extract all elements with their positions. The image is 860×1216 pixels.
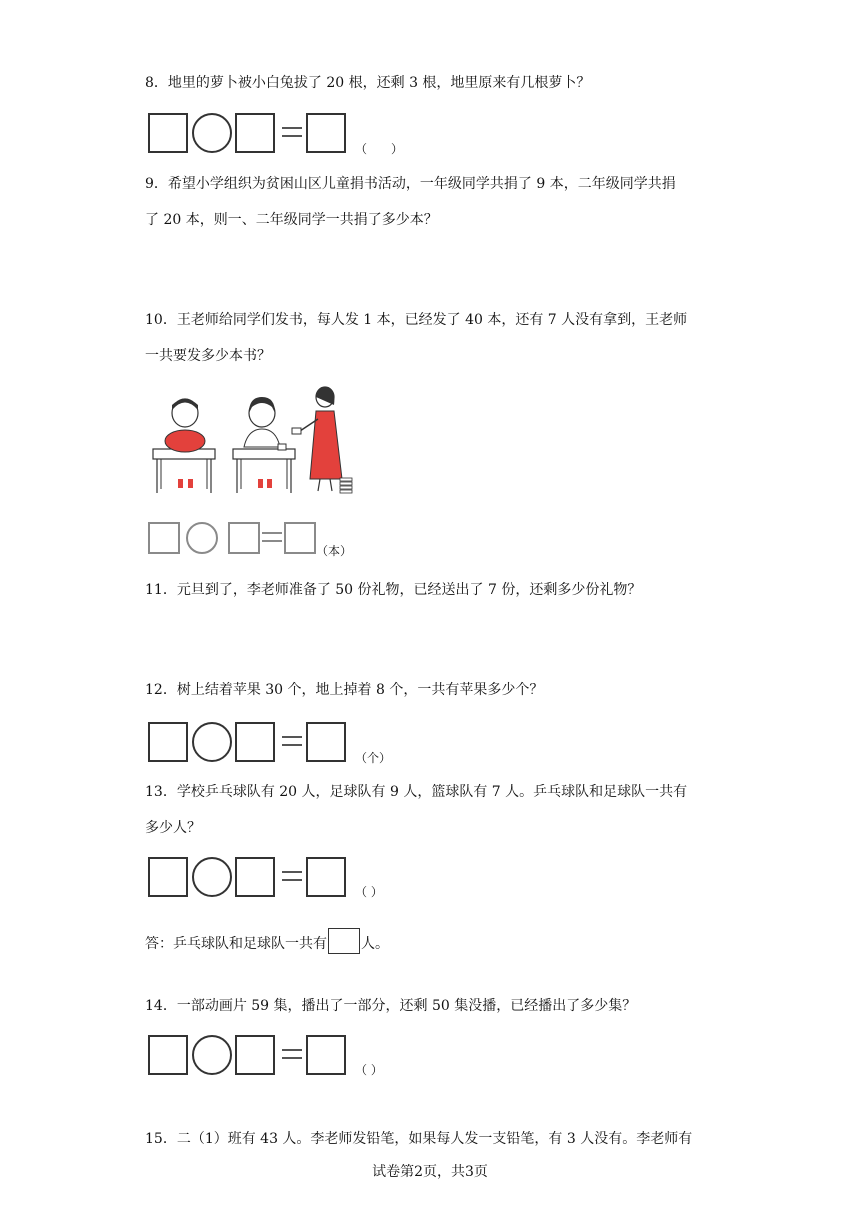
question-12: 12．树上结着苹果 30 个，地上掉着 8 个，一共有苹果多少个？ (145, 682, 544, 698)
unit-label: （本） (316, 544, 353, 558)
unit-label: （ ） (355, 142, 404, 156)
answer-box[interactable] (148, 857, 188, 897)
question-13-line1: 13．学校乒乓球队有 20 人，足球队有 9 人，篮球队有 7 人。乒乓球队和足球队一共有 (145, 784, 688, 800)
question-10-line2: 一共要发多少本书？ (145, 348, 271, 364)
answer-box[interactable] (306, 722, 346, 762)
answer-box[interactable] (148, 722, 188, 762)
answer-box[interactable] (228, 522, 260, 554)
answer-box[interactable] (306, 857, 346, 897)
answer-box[interactable] (148, 1035, 188, 1075)
equals-sign (262, 532, 278, 542)
answer-box[interactable] (235, 113, 275, 153)
answer-box[interactable] (235, 722, 275, 762)
answer-box[interactable] (306, 113, 346, 153)
answer-box[interactable] (235, 857, 275, 897)
question-10-line1: 10．王老师给同学们发书，每人发 1 本，已经发了 40 本，还有 7 人没有拿到，王老师 (145, 312, 688, 328)
equals-sign (282, 736, 302, 746)
question-11: 11．元旦到了，李老师准备了 50 份礼物，已经送出了 7 份，还剩多少份礼物？ (145, 582, 642, 598)
answer-box[interactable] (148, 113, 188, 153)
answer-box[interactable] (284, 522, 316, 554)
question-8: 8．地里的萝卜被小白兔拔了 20 根，还剩 3 根，地里原来有几根萝卜？ (145, 75, 591, 91)
question-13-line2: 多少人？ (145, 820, 201, 836)
answer-box[interactable] (235, 1035, 275, 1075)
equals-sign (282, 1049, 302, 1059)
equals-sign (282, 871, 302, 881)
operator-circle[interactable] (192, 113, 232, 153)
answer-prefix: 答：乒乓球队和足球队一共有 (145, 936, 327, 952)
page-footer: 试卷第2页，共3页 (372, 1164, 488, 1180)
question-14: 14．一部动画片 59 集，播出了一部分，还剩 50 集没播，已经播出了多少集？ (145, 998, 637, 1014)
answer-box[interactable] (306, 1035, 346, 1075)
answer-box[interactable] (148, 522, 180, 554)
equals-sign (282, 127, 302, 137)
answer-suffix: 人。 (361, 936, 389, 952)
answer-line-q13 (145, 928, 389, 954)
question-15-line1: 15．二（1）班有 43 人。李老师发铅笔，如果每人发一支铅笔，有 3 人没有。李老师有 (145, 1131, 693, 1147)
answer-box[interactable] (328, 928, 360, 954)
unit-label: （ ） (355, 1063, 383, 1077)
question-9-line2: 了 20 本，则一、二年级同学一共捐了多少本？ (145, 212, 438, 228)
operator-circle[interactable] (192, 857, 232, 897)
unit-label: （个） (355, 751, 392, 765)
question-9-line1: 9．希望小学组织为贫困山区儿童捐书活动，一年级同学共捐了 9 本，二年级同学共捐 (145, 176, 676, 192)
operator-circle[interactable] (192, 1035, 232, 1075)
operator-circle[interactable] (186, 522, 218, 554)
classroom-illustration (148, 383, 358, 498)
unit-label: （ ） (355, 885, 383, 899)
operator-circle[interactable] (192, 722, 232, 762)
